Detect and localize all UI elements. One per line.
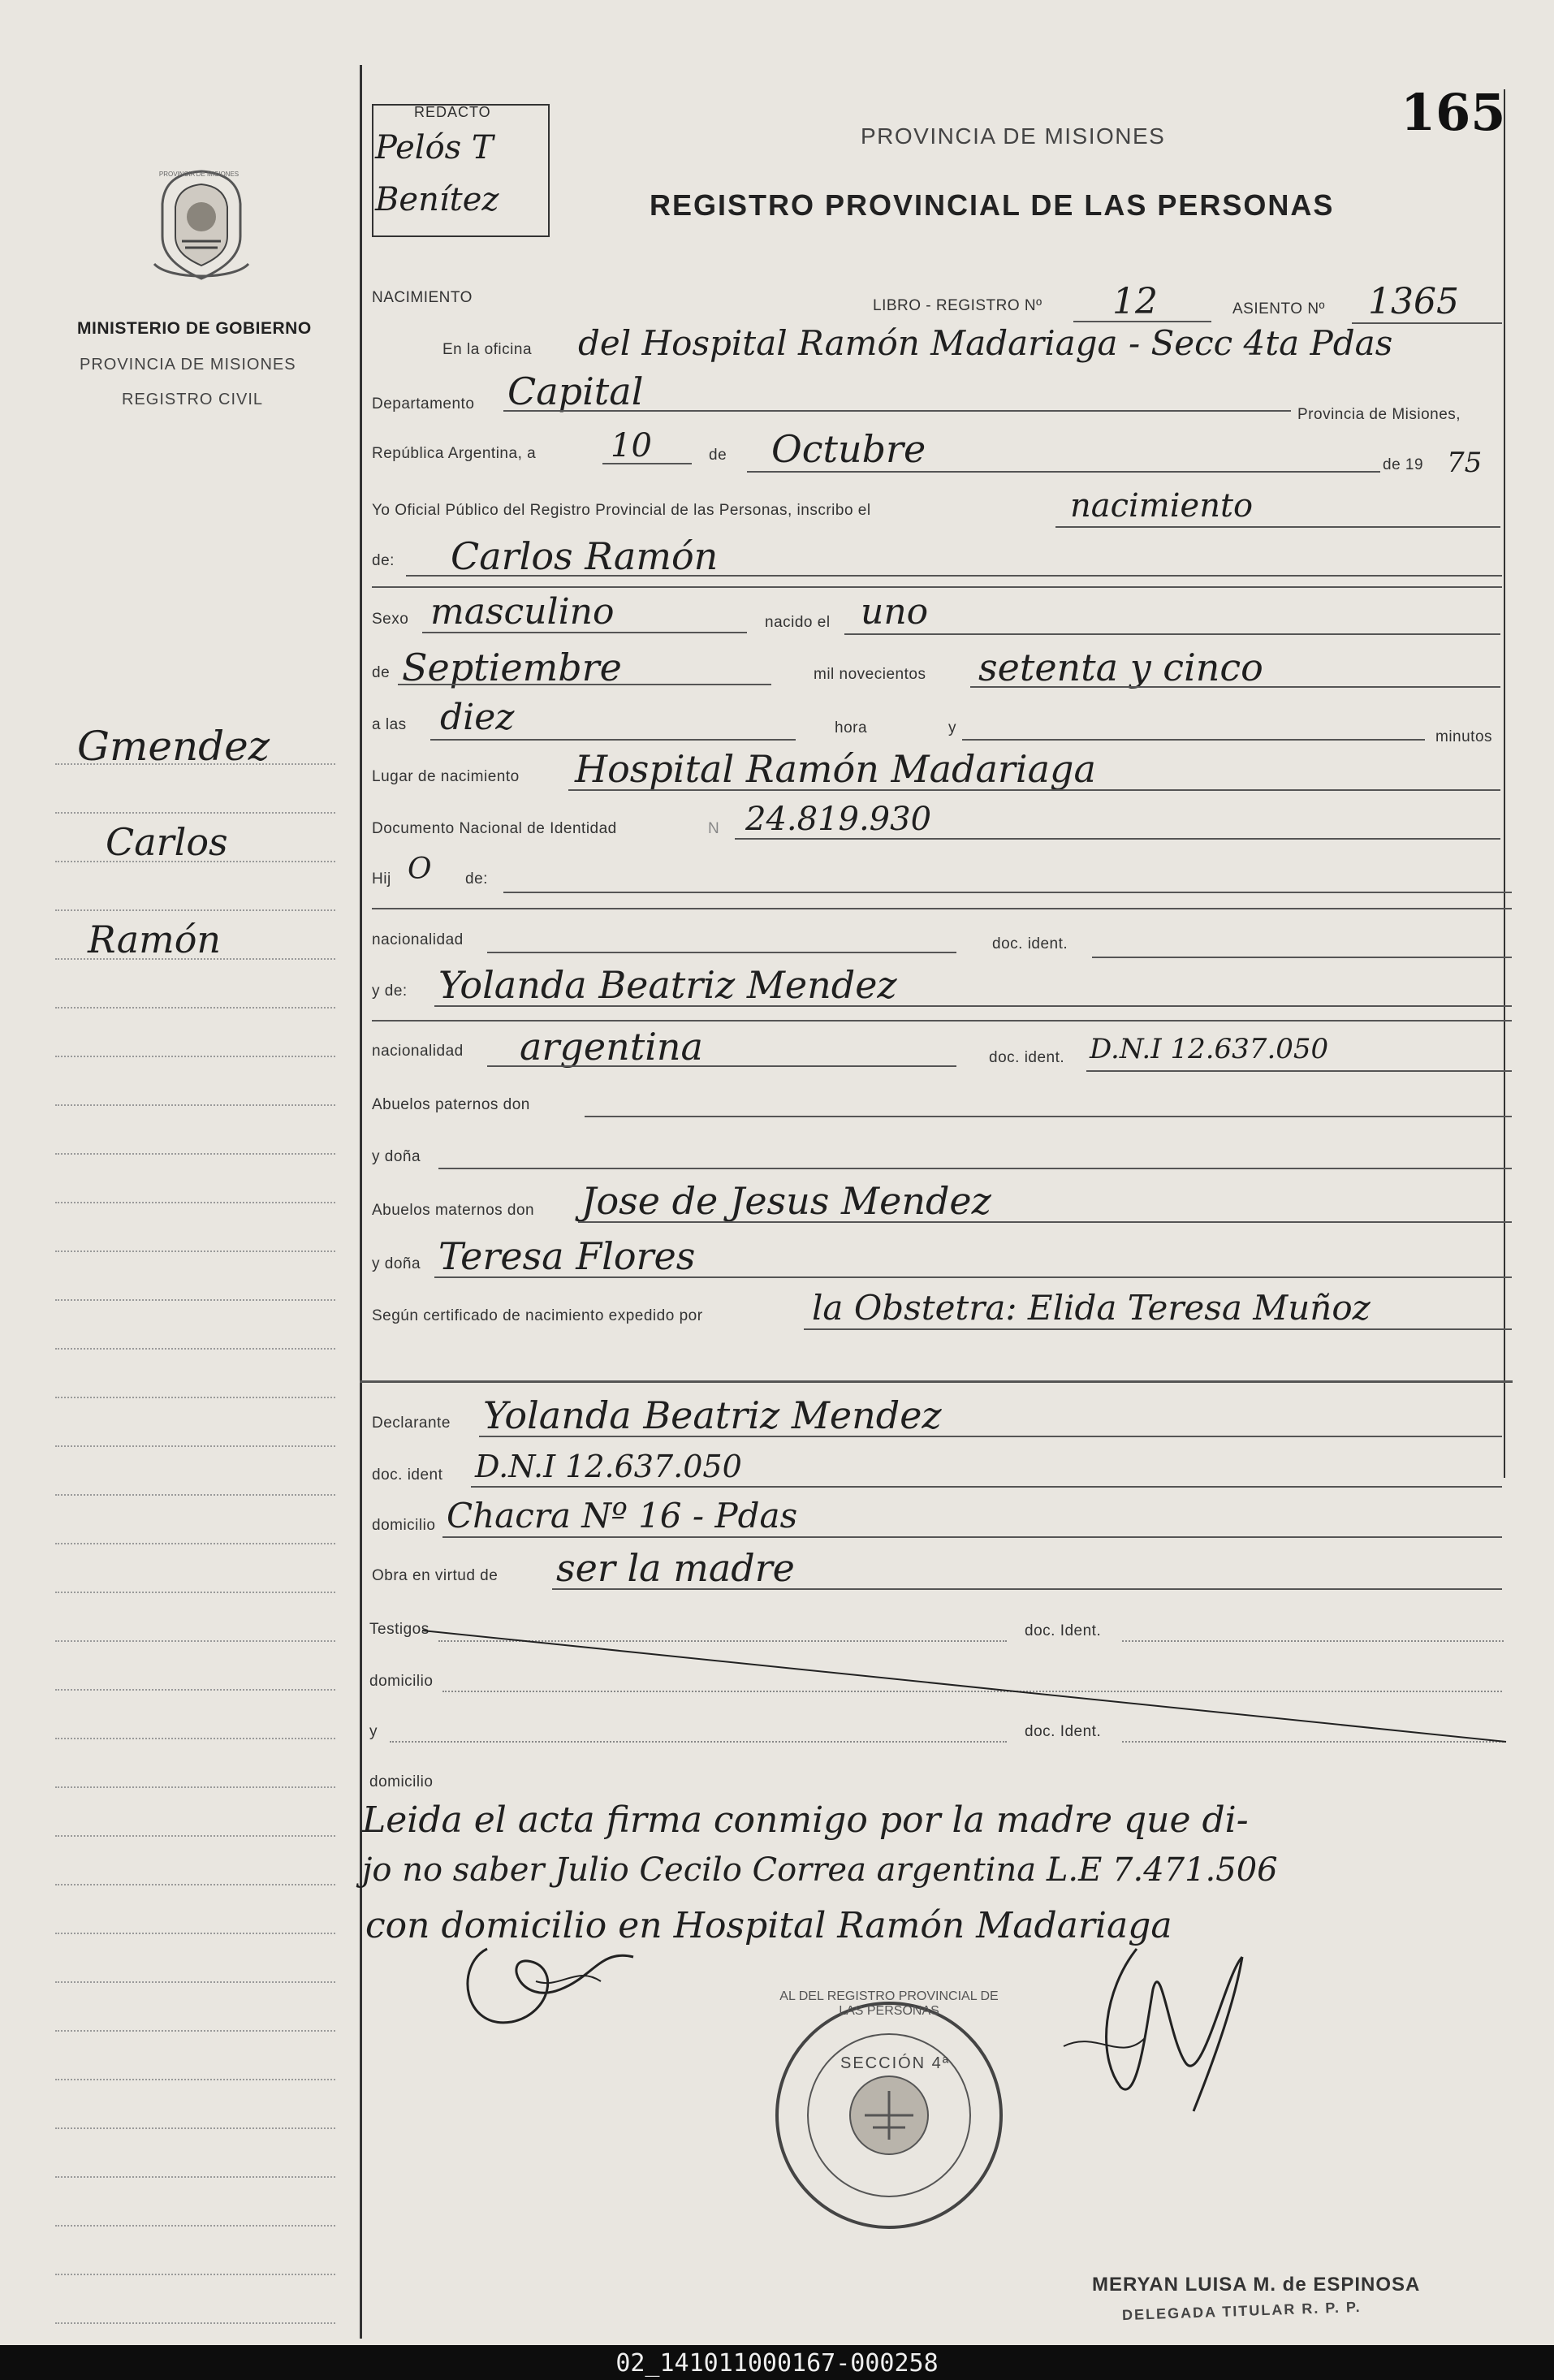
margin-ruled-line	[55, 1007, 335, 1009]
footer-code: 02_141011000167-000258	[615, 2349, 939, 2378]
dia-value: 10	[611, 427, 652, 464]
doc-ident-label: doc. ident.	[992, 935, 1068, 952]
abuelo-pat-line	[585, 1116, 1512, 1117]
obra-line	[552, 1588, 1502, 1590]
dni-line	[735, 838, 1500, 840]
madre-line-2	[372, 1020, 1512, 1022]
margin-ruled-line	[55, 2127, 335, 2129]
mil-label: mil novecientos	[814, 666, 926, 683]
de2-label: de	[372, 664, 391, 681]
official-title: DELEGADA TITULAR R. P. P.	[1121, 2298, 1362, 2324]
libro-label: LIBRO - REGISTRO Nº	[873, 297, 1042, 314]
abuelos-pat-label: Abuelos paternos don	[372, 1096, 530, 1113]
nombre-value: Carlos Ramón	[451, 534, 719, 578]
margin-ruled-line	[55, 1689, 335, 1691]
oficina-value: del Hospital Ramón Madariaga - Secc 4ta Pdas	[578, 323, 1393, 363]
abuela-mat-value: Teresa Flores	[438, 1234, 696, 1278]
nacionalidad2-line	[487, 1065, 956, 1067]
y-label: y	[948, 719, 956, 736]
nacionalidad-label: nacionalidad	[372, 931, 464, 948]
hijo-value: O	[408, 853, 432, 886]
docident3-label: doc. Ident.	[1025, 1622, 1102, 1639]
mes-line	[747, 471, 1380, 473]
dni-label: Documento Nacional de Identidad	[372, 820, 617, 837]
redacto-signature: Pelós T Benítez	[375, 129, 499, 218]
padre-line	[503, 892, 1512, 893]
nacimiento-label: NACIMIENTO	[372, 289, 473, 306]
sexo-value: masculino	[430, 591, 615, 633]
official-stamp	[767, 1993, 1011, 2237]
departamento-line	[503, 410, 1291, 412]
lugar-label: Lugar de nacimiento	[372, 768, 520, 785]
libro-value: 12	[1112, 281, 1158, 322]
nacido-label: nacido el	[765, 614, 831, 631]
docident-line	[471, 1486, 1502, 1488]
nacionalidad2-value: argentina	[520, 1025, 703, 1069]
dni-prefix: N	[708, 820, 720, 837]
mes-value: Octubre	[771, 427, 926, 471]
signature-left	[438, 1933, 682, 2046]
stamp-ring-text: AL DEL REGISTRO PROVINCIAL DE LAS PERSONAS	[779, 1989, 999, 2018]
sexo-line	[422, 632, 747, 633]
declarante-value: Yolanda Beatriz Mendez	[483, 1393, 942, 1437]
asiento-value: 1365	[1368, 281, 1459, 322]
docident-label: doc. ident	[372, 1466, 443, 1484]
mes-nac-line	[398, 684, 771, 685]
abuelos-mat-label: Abuelos maternos don	[372, 1202, 535, 1219]
closing-line-1: Leida el acta firma conmigo por la madre que di-	[362, 1799, 1249, 1841]
margin-ruled-line	[55, 1299, 335, 1301]
lugar-value: Hospital Ramón Madariaga	[575, 747, 1096, 791]
ministry-civil-registry: REGISTRO CIVIL	[122, 391, 264, 408]
margin-ruled-line	[55, 1494, 335, 1496]
certificado-value: la Obstetra: Elida Teresa Muñoz	[812, 1288, 1371, 1328]
yde-label: y de:	[372, 983, 408, 1000]
section-divider	[360, 1380, 1513, 1383]
margin-ruled-line	[55, 1250, 335, 1252]
margin-ruled-line	[55, 1884, 335, 1885]
margin-surname: Gmendez	[77, 723, 270, 770]
margin-ruled-line	[55, 1835, 335, 1837]
redacto-label: REDACTO	[414, 104, 491, 120]
y2-label: y	[369, 1723, 378, 1740]
coat-of-arms-seal	[145, 166, 258, 288]
certificado-label: Según certificado de nacimiento expedido por	[372, 1307, 703, 1324]
anio-nac-value: setenta y cinco	[978, 646, 1263, 689]
left-border-line	[360, 65, 362, 2339]
abuela-mat-line	[434, 1276, 1512, 1278]
declarante-label: Declarante	[372, 1415, 451, 1432]
domicilio-label: domicilio	[372, 1517, 436, 1534]
margin-ruled-line	[55, 1348, 335, 1350]
nombre-line-2	[372, 586, 1502, 588]
page-number: 165	[1401, 83, 1506, 142]
de-nombre-label: de:	[372, 552, 395, 569]
margin-ruled-line	[55, 1543, 335, 1544]
sexo-label: Sexo	[372, 611, 409, 628]
signature-right	[1047, 1941, 1315, 2127]
nacido-line	[844, 633, 1500, 635]
nombre-line	[406, 575, 1502, 577]
obra-label: Obra en virtud de	[372, 1567, 499, 1584]
margin-second-name: Ramón	[88, 918, 222, 961]
testigos-label: Testigos	[369, 1621, 430, 1638]
margin-ruled-line	[55, 1786, 335, 1788]
departamento-value: Capital	[507, 369, 644, 413]
doc-ident2-label: doc. ident.	[989, 1049, 1065, 1066]
margin-ruled-line	[55, 1445, 335, 1447]
margin-ruled-line	[55, 1640, 335, 1642]
provincia-suffix: Provincia de Misiones,	[1297, 406, 1461, 423]
margin-ruled-line	[55, 1933, 335, 1934]
ministry-title: MINISTERIO DE GOBIERNO	[77, 319, 312, 338]
margin-ruled-line	[55, 2030, 335, 2032]
margin-ruled-line	[55, 1153, 335, 1155]
abuelo-mat-line	[578, 1221, 1512, 1223]
anio-value: 75	[1447, 447, 1483, 479]
dia-line	[602, 463, 692, 464]
dni-value: 24.819.930	[745, 801, 932, 838]
docident-value: D.N.I 12.637.050	[475, 1449, 742, 1484]
minutos-label: minutos	[1435, 728, 1493, 745]
declarante-line	[479, 1436, 1502, 1437]
margin-ruled-line	[55, 2322, 335, 2324]
doc-ident2-value: D.N.I 12.637.050	[1090, 1033, 1329, 1065]
margin-ruled-line	[55, 1104, 335, 1106]
asiento-label: ASIENTO Nº	[1232, 300, 1325, 317]
margin-ruled-line	[55, 1738, 335, 1739]
docident4-label: doc. Ident.	[1025, 1723, 1102, 1740]
margin-ruled-line	[55, 2079, 335, 2080]
closing-line-3: con domicilio en Hospital Ramón Madariaga	[365, 1905, 1172, 1946]
registry-title: REGISTRO PROVINCIAL DE LAS PERSONAS	[650, 188, 1335, 222]
ydona-label: y doña	[372, 1148, 421, 1165]
inscribo-value: nacimiento	[1070, 487, 1254, 525]
margin-ruled-line	[55, 1056, 335, 1057]
margin-ruled-line	[55, 1592, 335, 1593]
ministry-province: PROVINCIA DE MISIONES	[80, 356, 296, 374]
inscribo-line	[1055, 526, 1500, 528]
abuela-pat-line	[438, 1168, 1512, 1169]
anio-label: de 19	[1383, 456, 1424, 473]
doc-ident2-line	[1086, 1070, 1512, 1072]
margin-ruled-line	[55, 1202, 335, 1203]
oficial-text: Yo Oficial Público del Registro Provincial de las Personas, inscribo el	[372, 502, 871, 519]
alas-label: a las	[372, 716, 407, 733]
oficina-label: En la oficina	[442, 341, 533, 358]
mes-nac-value: Septiembre	[402, 646, 622, 689]
margin-ruled-line	[55, 812, 335, 814]
doc-ident-line	[1092, 957, 1512, 958]
official-name: MERYAN LUISA M. de ESPINOSA	[1092, 2274, 1421, 2296]
horas-label: hora	[835, 719, 868, 736]
margin-first-name: Carlos	[106, 820, 228, 864]
madre-value: Yolanda Beatriz Mendez	[438, 963, 897, 1007]
madre-line	[434, 1005, 1512, 1007]
domicilio-value: Chacra Nº 16 - Pdas	[447, 1496, 798, 1536]
republica-label: República Argentina, a	[372, 445, 537, 462]
margin-ruled-line	[55, 2176, 335, 2178]
nacionalidad2-label: nacionalidad	[372, 1043, 464, 1060]
padre-line-2	[372, 908, 1512, 909]
obra-value: ser la madre	[556, 1546, 795, 1590]
ydona2-label: y doña	[372, 1255, 421, 1272]
minutos-line	[962, 739, 1425, 741]
abuelo-mat-value: Jose de Jesus Mendez	[581, 1179, 991, 1223]
libro-line	[1073, 321, 1211, 322]
domicilio-line	[442, 1536, 1502, 1538]
witness-strike-line	[422, 1624, 1510, 1746]
lugar-line	[568, 789, 1500, 791]
stamp-section-text: SECCIÓN 4ª	[840, 2054, 951, 2072]
margin-ruled-line	[55, 2225, 335, 2227]
nacido-value: uno	[861, 591, 929, 633]
hora-value: diez	[440, 697, 515, 738]
margin-ruled-line	[55, 1397, 335, 1398]
seal-caption: PROVINCIA DE MISIONES	[158, 171, 240, 178]
margin-ruled-line	[55, 1981, 335, 1983]
province-heading: PROVINCIA DE MISIONES	[861, 123, 1166, 149]
anio-nac-line	[970, 686, 1500, 688]
de-label: de	[709, 447, 727, 464]
margin-ruled-line	[55, 909, 335, 911]
margin-ruled-line	[55, 2274, 335, 2275]
de3-label: de:	[465, 870, 488, 888]
certificado-line	[804, 1328, 1512, 1330]
hora-line	[430, 739, 796, 741]
domicilio3-label: domicilio	[369, 1773, 434, 1790]
departamento-label: Departamento	[372, 395, 475, 413]
right-border-line	[1504, 89, 1505, 1478]
closing-line-2: jo no saber Julio Cecilo Correa argentina L.E 7.471.506	[362, 1851, 1278, 1889]
domicilio2-label: domicilio	[369, 1673, 434, 1690]
hijo-label: Hij	[372, 870, 391, 888]
nacionalidad-line	[487, 952, 956, 953]
